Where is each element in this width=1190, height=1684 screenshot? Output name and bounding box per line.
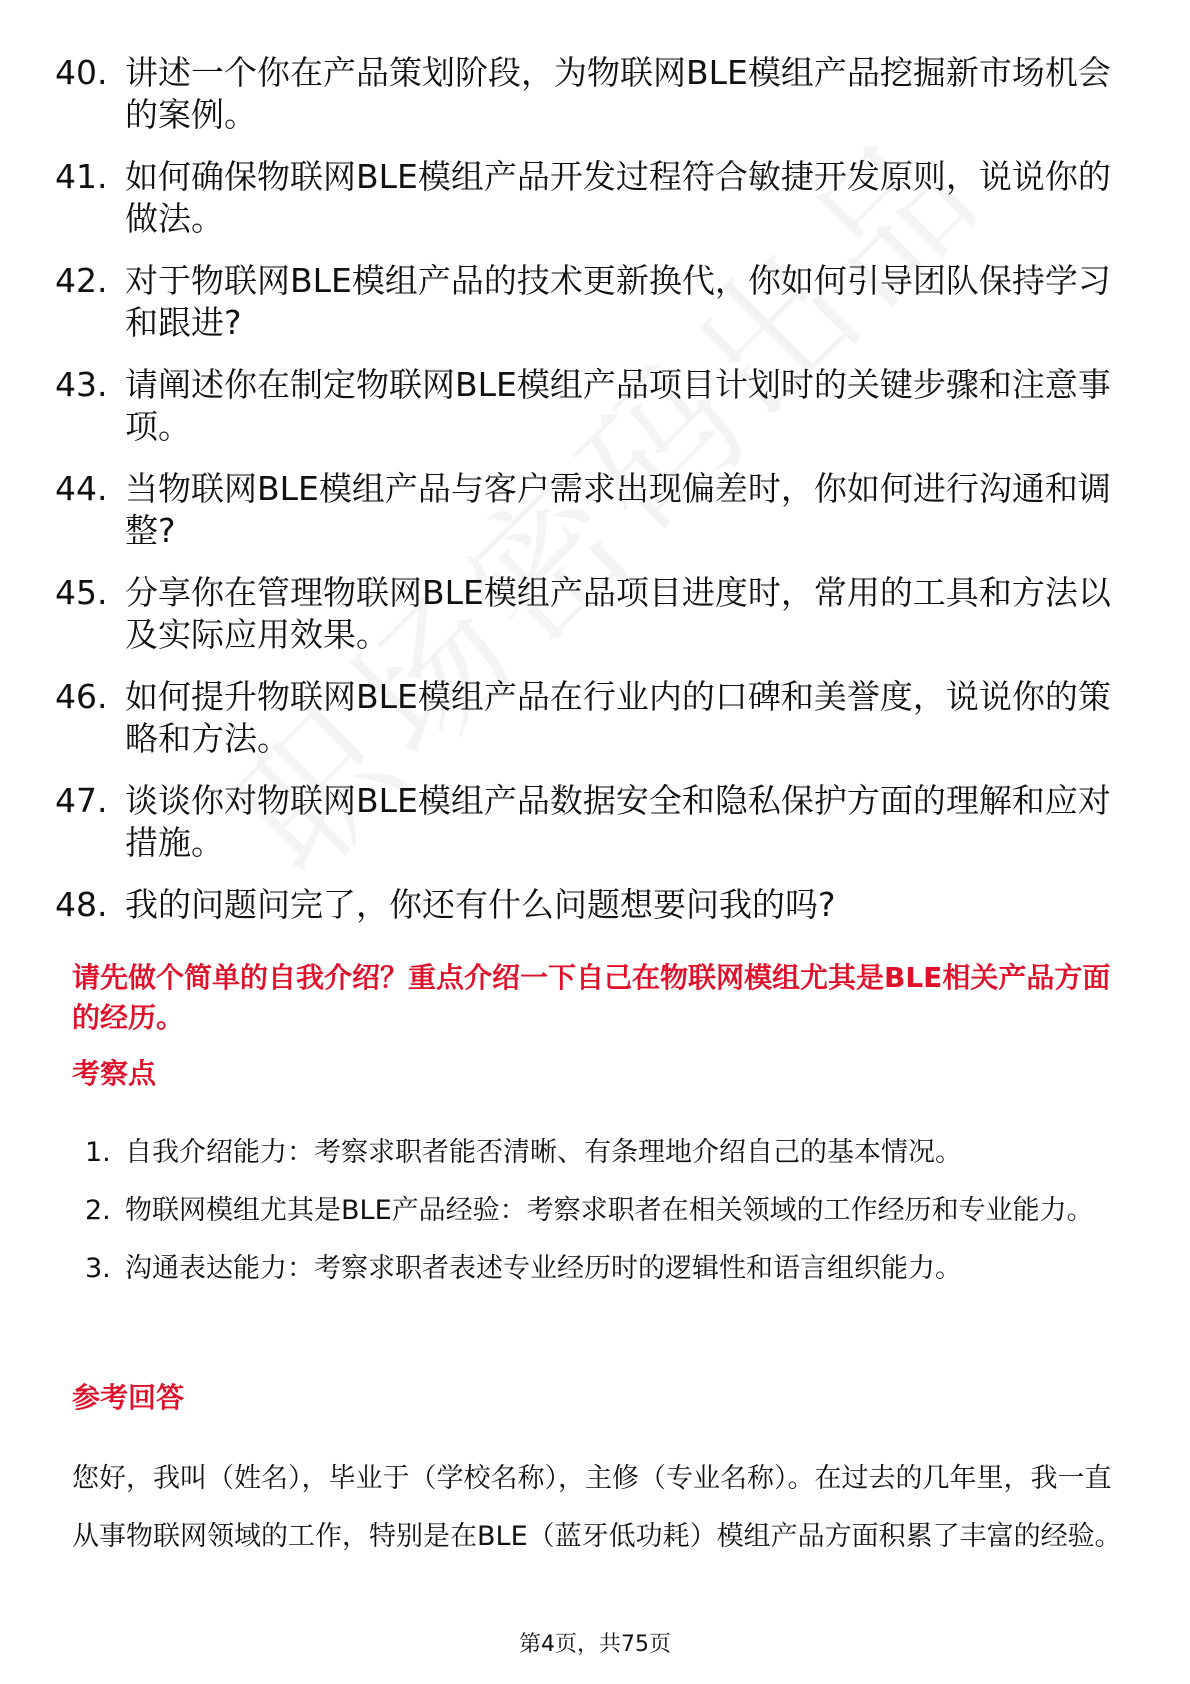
reference-answer-title: 参考回答 (72, 1381, 185, 1414)
question-text: 我的问题问完了，你还有什么问题想要问我的吗? (125, 885, 836, 924)
question-text: 谈谈你对物联网BLE模组产品数据安全和隐私保护方面的理解和应对措施。 (125, 781, 1111, 862)
question-number: 46. (55, 677, 108, 716)
key-point-item (85, 1124, 1115, 1182)
question-number: 43. (55, 365, 108, 404)
page-footer: 第4页，共75页 (519, 1632, 671, 1657)
question-text: 如何确保物联网BLE模组产品开发过程符合敏捷开发原则，说说你的做法。 (125, 157, 1111, 238)
key-point-number: 1. (85, 1137, 111, 1168)
reference-answer-text: 您好，我叫（姓名），毕业于（学校名称），主修（专业名称）。在过去的几年里，我一直从事物联网领域的工作，特别是在BLE（蓝牙低功耗）模组产品方面积累了丰富的经验。 (72, 1463, 1122, 1552)
key-point-item (85, 1182, 1115, 1240)
question-text: 分享你在管理物联网BLE模组产品项目进度时，常用的工具和方法以及实际应用效果。 (125, 573, 1111, 654)
key-points-list (85, 1124, 1115, 1298)
question-number: 42. (55, 261, 108, 300)
question-item (55, 468, 1115, 552)
question-item (55, 52, 1115, 136)
question-number: 44. (55, 469, 108, 508)
question-item (55, 572, 1115, 656)
question-item (55, 780, 1115, 864)
key-point-text: 物联网模组尤其是BLE产品经验：考察求职者在相关领域的工作经历和专业能力。 (125, 1195, 1094, 1226)
question-text: 讲述一个你在产品策划阶段，为物联网BLE模组产品挖掘新市场机会的案例。 (125, 53, 1111, 134)
question-list (55, 52, 1115, 946)
question-number: 48. (55, 885, 108, 924)
question-text: 请阐述你在制定物联网BLE模组产品项目计划时的关键步骤和注意事项。 (125, 365, 1111, 446)
question-text: 如何提升物联网BLE模组产品在行业内的口碑和美誉度，说说你的策略和方法。 (125, 677, 1111, 758)
question-number: 40. (55, 53, 108, 92)
question-number: 47. (55, 781, 108, 820)
key-point-text: 沟通表达能力：考察求职者表述专业经历时的逻辑性和语言组织能力。 (125, 1253, 962, 1284)
key-point-item (85, 1240, 1115, 1298)
question-item (55, 260, 1115, 344)
question-item (55, 156, 1115, 240)
question-number: 41. (55, 157, 108, 196)
question-item (55, 364, 1115, 448)
question-text: 当物联网BLE模组产品与客户需求出现偏差时，你如何进行沟通和调整? (125, 469, 1111, 550)
key-point-number: 2. (85, 1195, 111, 1226)
question-number: 45. (55, 573, 108, 612)
question-item (55, 884, 1115, 926)
question-text: 对于物联网BLE模组产品的技术更新换代，你如何引导团队保持学习和跟进? (125, 261, 1111, 342)
key-points-title: 考察点 (72, 1057, 157, 1090)
key-point-number: 3. (85, 1253, 111, 1284)
question-item (55, 676, 1115, 760)
key-point-text: 自我介绍能力：考察求职者能否清晰、有条理地介绍自己的基本情况。 (125, 1137, 962, 1168)
featured-question: 请先做个简单的自我介绍？重点介绍一下自己在物联网模组尤其是BLE相关产品方面的经历。 (72, 961, 1111, 1034)
